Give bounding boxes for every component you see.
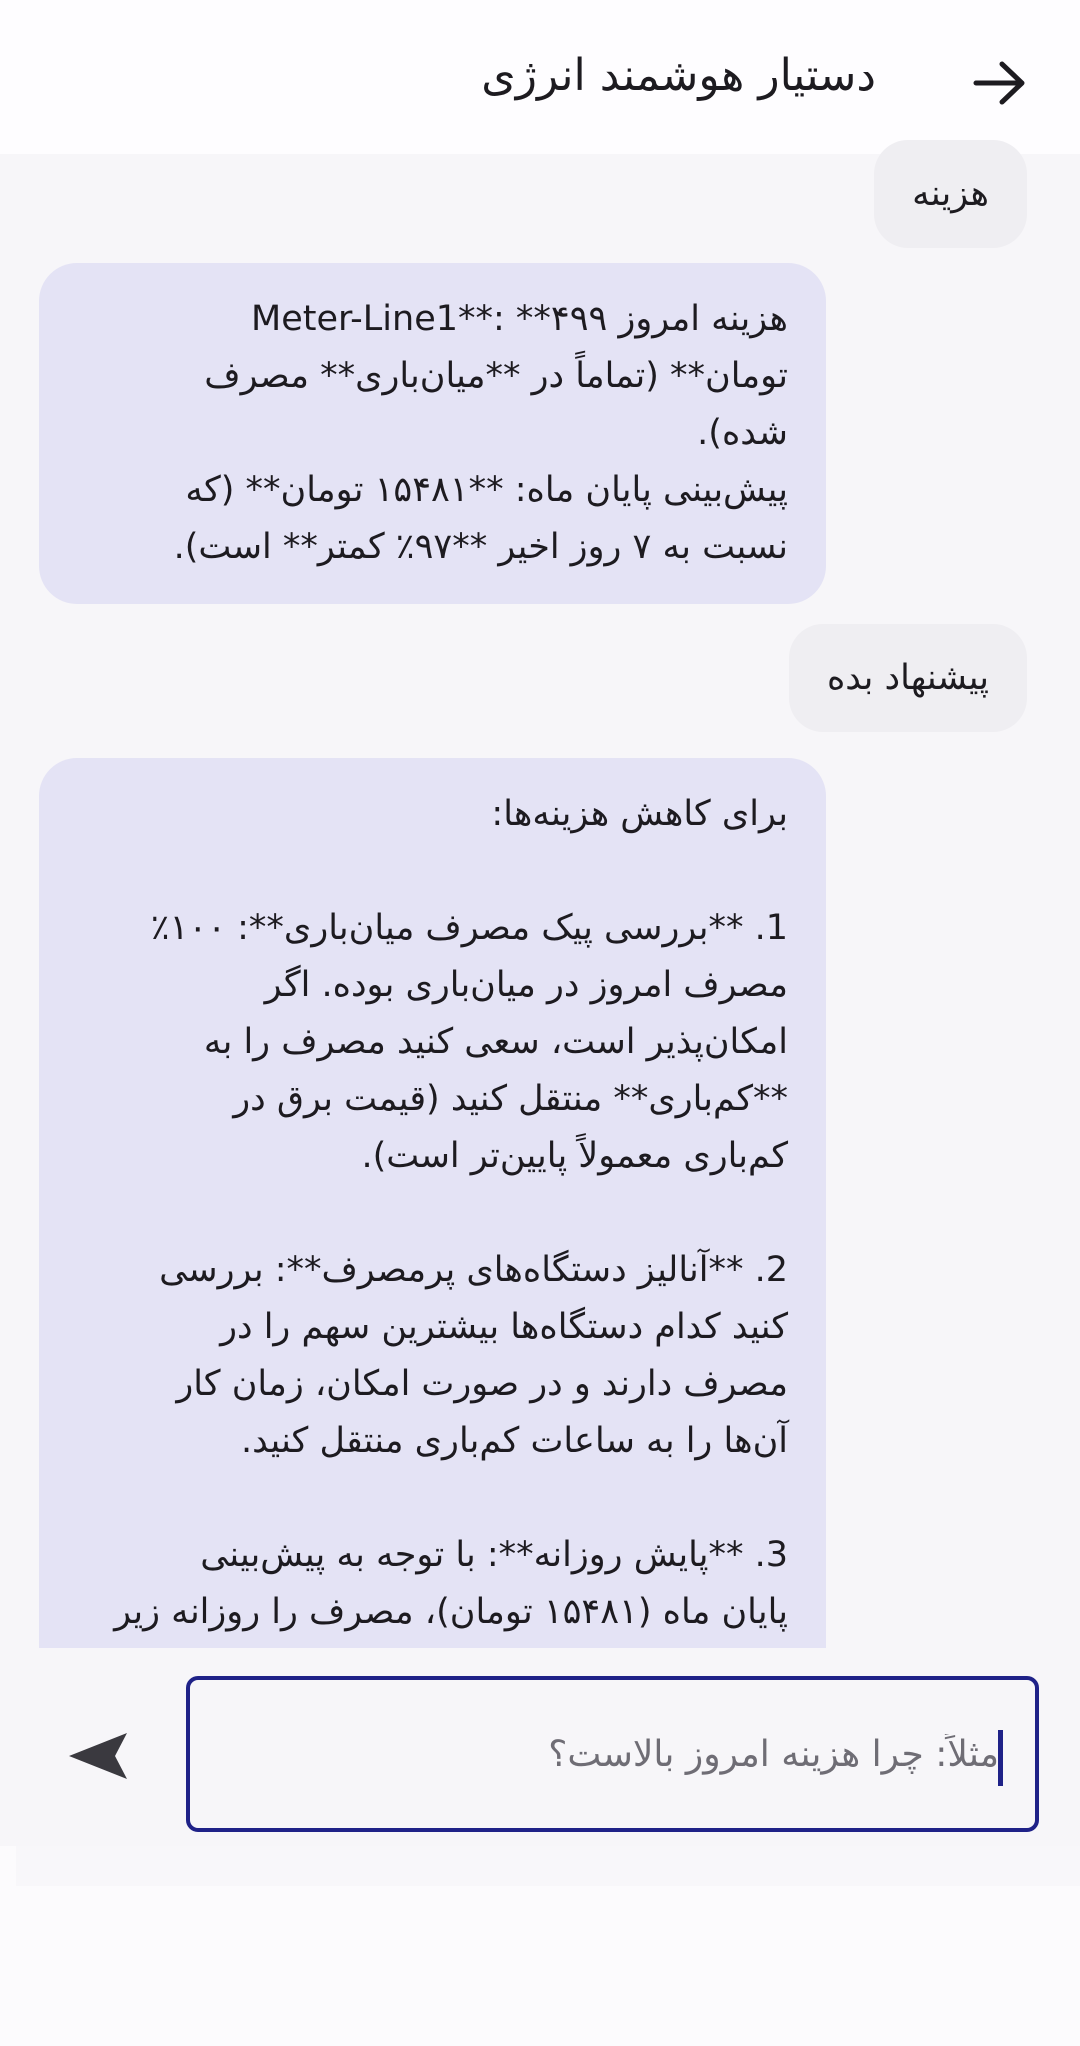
send-icon (67, 1730, 129, 1782)
message-line (77, 1470, 788, 1527)
message-input-container[interactable] (186, 1676, 1039, 1832)
app-bar (0, 0, 1080, 154)
message-line: 3. **پایش روزانه**: با توجه به پیش‌بینی (200, 1535, 788, 1575)
message-line: مصرف امروز در میان‌باری بوده. اگر (264, 965, 788, 1005)
assistant-message (39, 263, 826, 604)
bottom-divider (16, 1846, 1080, 1886)
message-line: 1. **بررسی پیک مصرف میان‌باری**: ۱۰۰٪ (150, 908, 788, 948)
message-line: برای کاهش هزینه‌ها: (491, 794, 788, 834)
user-message (789, 624, 1027, 732)
message-line: مصرف دارند و در صورت امکان، زمان کار (176, 1364, 788, 1404)
message-line (77, 1185, 788, 1242)
user-message (874, 140, 1027, 248)
message-line: 2. **آنالیز دستگاه‌های پرمصرف**: بررسی (159, 1250, 788, 1290)
message-input[interactable] (210, 1680, 999, 1828)
message-line: کنید کدام دستگاه‌ها بیشترین سهم را در (220, 1307, 788, 1347)
message-line: نسبت به ۷ روز اخیر **۹۷٪ کمتر** است). (173, 527, 788, 567)
arrow-back-icon (974, 61, 1026, 105)
send-button[interactable] (52, 1716, 144, 1796)
message-line: تومان** (تماماً در **میان‌باری** مصرف (204, 356, 788, 396)
message-line: آن‌ها را به ساعات کم‌باری منتقل کنید. (241, 1421, 788, 1461)
message-text: هزینه (912, 173, 989, 214)
text-cursor (998, 1730, 1003, 1786)
message-line: امکان‌پذیر است، سعی کنید مصرف را به (203, 1022, 788, 1062)
page-title: دستیار هوشمند انرژی (481, 50, 876, 101)
message-line: پایان ماه (۱۵۴۸۱ تومان)، مصرف را روزانه زیر (114, 1592, 788, 1632)
message-line (77, 843, 788, 900)
message-line: شده). (697, 413, 788, 453)
message-line: هزینه امروز Meter-Line1**: **۴۹۹ (251, 299, 788, 339)
message-line: پیش‌بینی پایان ماه: **۱۵۴۸۱ تومان** (که (185, 470, 788, 510)
chat-messages-list[interactable] (0, 154, 1080, 1648)
message-line: **کم‌باری** منتقل کنید (قیمت برق در (233, 1079, 788, 1119)
message-line: کم‌باری معمولاً پایین‌تر است). (361, 1136, 788, 1176)
back-button[interactable] (965, 48, 1035, 118)
assistant-message (39, 758, 826, 1726)
message-text: پیشنهاد بده (826, 657, 989, 698)
